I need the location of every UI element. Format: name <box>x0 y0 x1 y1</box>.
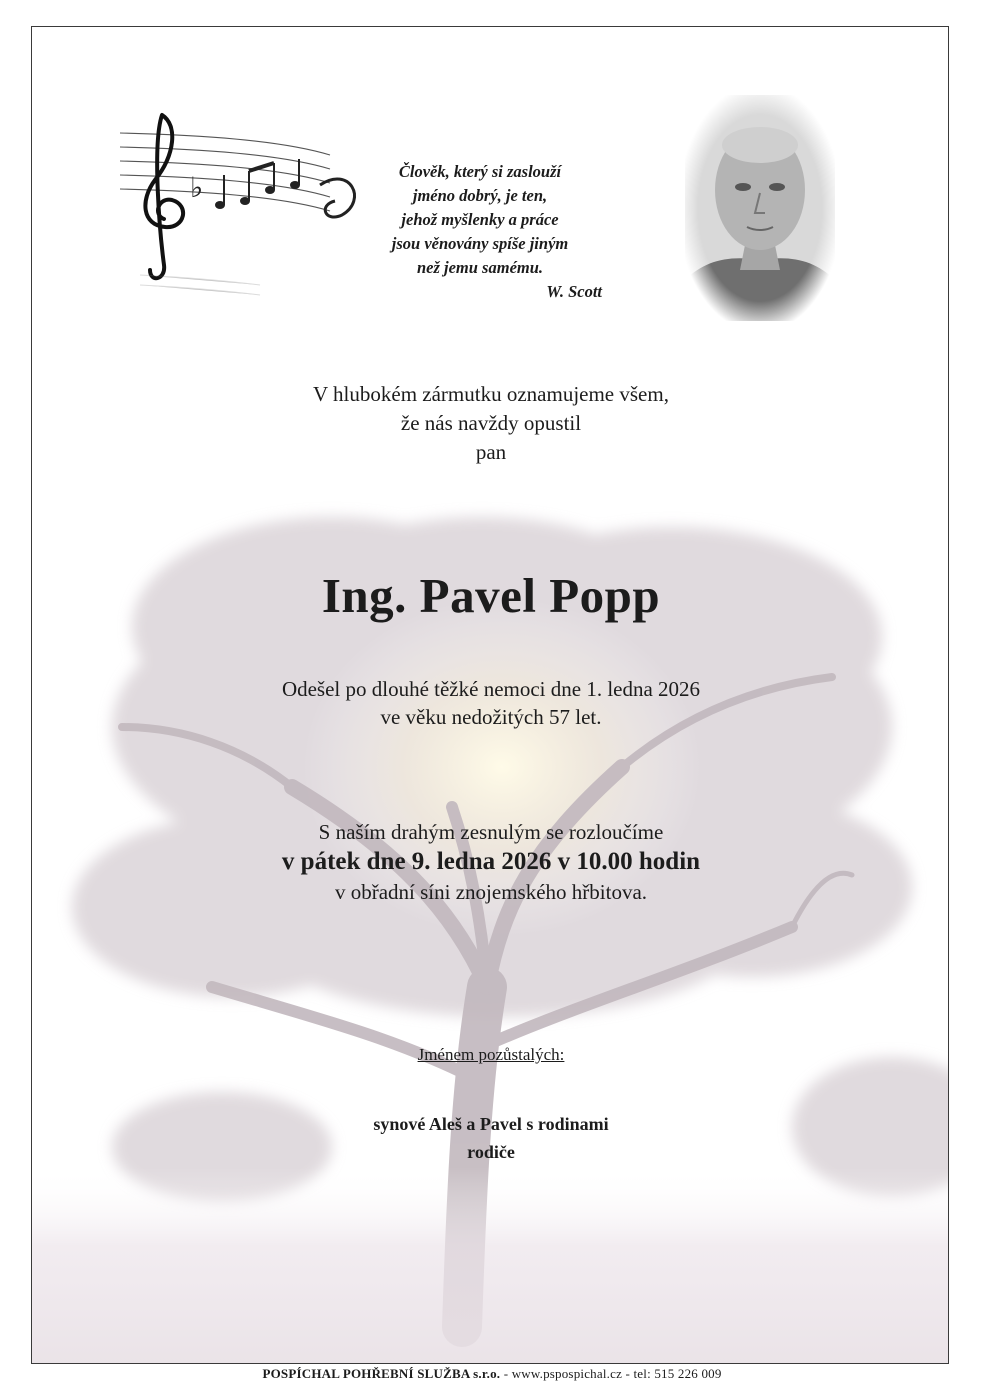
treble-clef-icon <box>145 115 183 278</box>
footer-separator: - <box>622 1366 634 1381</box>
announcement-line: pan <box>475 440 507 464</box>
footer-separator: - <box>500 1366 512 1381</box>
svg-text:♭: ♭ <box>190 171 204 204</box>
bereaved-name: synové Aleš a Pavel s rodinami <box>373 1114 609 1134</box>
funeral-service-footer <box>0 1366 984 1382</box>
quote-line: jméno dobrý, je ten, <box>412 186 548 205</box>
company-website[interactable]: www.pspospichal.cz <box>511 1366 623 1381</box>
company-name: POSPÍCHAL POHŘEBNÍ SLUŽBA s.r.o. <box>262 1366 501 1381</box>
notice-frame <box>31 26 949 1364</box>
bereaved-name: rodiče <box>467 1142 515 1162</box>
announcement <box>32 380 949 467</box>
quote-line: jehož myšlenky a práce <box>401 210 559 229</box>
quote-author: W. Scott <box>546 282 602 301</box>
ceremony-datetime: v pátek dne 9. ledna 2026 v 10.00 hodin <box>281 848 701 875</box>
company-phone: tel: 515 226 009 <box>633 1366 722 1381</box>
bereaved-signoff <box>32 1045 949 1166</box>
deceased-name: Ing. Pavel Popp <box>321 568 661 623</box>
ceremony-intro: S naším drahým zesnulým se rozloučíme <box>318 820 664 844</box>
quote-line: Člověk, který si zaslouží <box>398 162 562 181</box>
announcement-line: V hlubokém zármutku oznamujeme všem, <box>313 382 669 406</box>
bereaved-label: Jménem pozůstalých: <box>417 1045 565 1064</box>
quote-line: jsou věnovány spíše jiným <box>391 234 569 253</box>
music-staff-illustration <box>120 105 380 305</box>
death-line: Odešel po dlouhé těžké nemoci dne 1. ledna 2026 <box>281 677 701 701</box>
quote-line: než jemu samému. <box>416 258 544 277</box>
portrait-photo <box>685 95 835 321</box>
announcement-line: že nás navždy opustil <box>400 411 582 435</box>
memorial-quote <box>350 160 610 304</box>
death-details <box>32 675 949 731</box>
ceremony-details <box>32 817 949 907</box>
death-line: ve věku nedožitých 57 let. <box>380 705 602 729</box>
ceremony-place: v obřadní síni znojemského hřbitova. <box>334 880 648 904</box>
